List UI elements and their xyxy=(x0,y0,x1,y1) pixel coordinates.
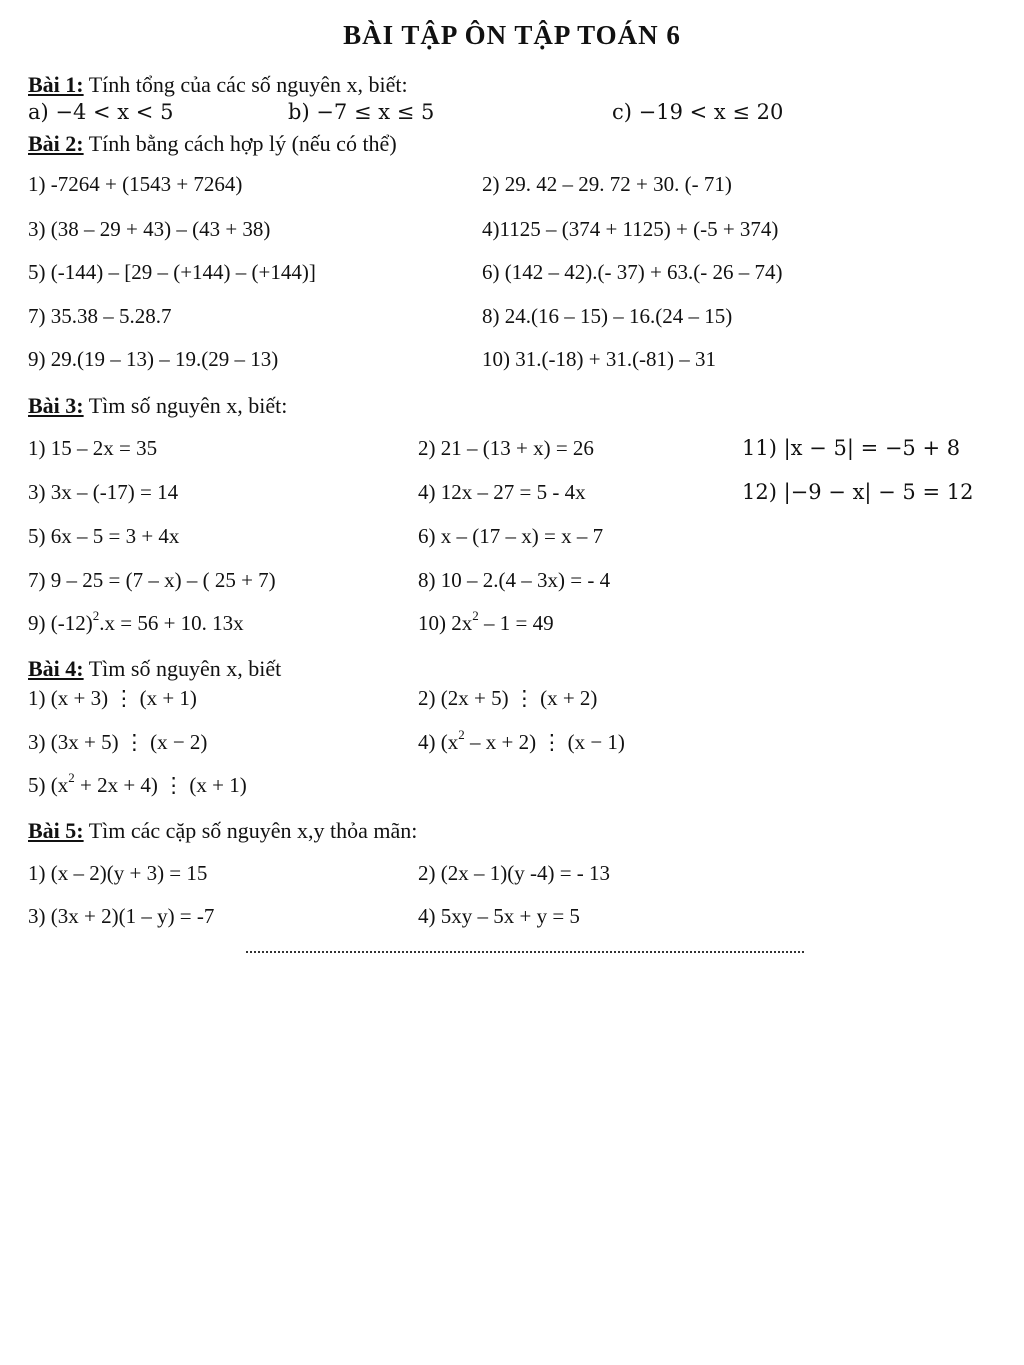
exercise-item: 7) 9 – 25 = (7 – x) – ( 25 + 7) xyxy=(28,568,276,592)
page-title: BÀI TẬP ÔN TẬP TOÁN 6 xyxy=(343,20,681,50)
exercise-item: 2) 21 – (13 + x) = 26 xyxy=(418,436,594,460)
exercise-item: 1) -7264 + (1543 + 7264) xyxy=(28,172,243,196)
item-text: 4) (x xyxy=(418,730,459,754)
exercise-item xyxy=(418,608,554,636)
exercise-item xyxy=(28,608,244,636)
exercise-item: 6) (142 – 42).(- 37) + 63.(- 26 – 74) xyxy=(482,260,783,284)
item-text: + 2x + 4) ⋮ (x + 1) xyxy=(74,773,247,797)
exercise-item: 3) (3x + 2)(1 – y) = -7 xyxy=(28,904,215,928)
section-instruction: Tìm các cặp số nguyên x,y thỏa mãn: xyxy=(83,818,418,843)
exercise-item: 5) 6x – 5 = 3 + 4x xyxy=(28,524,180,548)
exercise-item: 5) (-144) – [29 – (+144) – (+144)] xyxy=(28,260,316,284)
exercise-item: 3) 3x – (-17) = 14 xyxy=(28,480,179,504)
section-heading-bai5 xyxy=(28,818,417,844)
exercise-item: 11) |x − 5| = −5 + 8 xyxy=(742,436,961,460)
exercise-item: 2) (2x – 1)(y -4) = - 13 xyxy=(418,861,611,885)
exercise-item: 7) 35.38 – 5.28.7 xyxy=(28,304,172,328)
exercise-item: 1) 15 – 2x = 35 xyxy=(28,436,158,460)
exercise-item: 8) 10 – 2.(4 – 3x) = - 4 xyxy=(418,568,611,592)
exercise-item: 4)1125 – (374 + 1125) + (-5 + 374) xyxy=(482,217,779,241)
exercise-item: 8) 24.(16 – 15) – 16.(24 – 15) xyxy=(482,304,733,328)
section-heading-bai1 xyxy=(28,72,408,98)
exercise-item: 12) |−9 − x| − 5 = 12 xyxy=(742,480,974,504)
item-text: .x = 56 + 10. 13x xyxy=(99,611,244,635)
exercise-item: 6) x – (17 – x) = x – 7 xyxy=(418,524,604,548)
exercise-item: 4) 12x – 27 = 5 - 4x xyxy=(418,480,586,504)
exercise-item: 9) 29.(19 – 13) – 19.(29 – 13) xyxy=(28,347,279,371)
item-text: 10) 2x xyxy=(418,611,473,635)
item-text: 5) (x xyxy=(28,773,69,797)
exercise-item: c) −19 < x ≤ 20 xyxy=(612,100,784,124)
exercise-item: 1) (x – 2)(y + 3) = 15 xyxy=(28,861,208,885)
exercise-item: 10) 31.(-18) + 31.(-81) – 31 xyxy=(482,347,717,371)
section-heading-bai2 xyxy=(28,131,397,157)
exercise-item xyxy=(28,770,247,798)
exponent: 2 xyxy=(472,608,479,623)
section-label: Bài 5: xyxy=(28,818,84,843)
section-label: Bài 4: xyxy=(28,656,84,681)
section-label: Bài 2: xyxy=(28,131,84,156)
section-label: Bài 3: xyxy=(28,393,84,418)
section-label: Bài 1: xyxy=(28,72,84,97)
exercise-item: 3) (3x + 5) ⋮ (x − 2) xyxy=(28,730,208,754)
item-text: – x + 2) ⋮ (x − 1) xyxy=(464,730,625,754)
section-instruction: Tính tổng của các số nguyên x, biết: xyxy=(83,72,408,97)
item-text: 9) (-12) xyxy=(28,611,93,635)
exercise-item: 1) (x + 3) ⋮ (x + 1) xyxy=(28,686,197,710)
exponent: 2 xyxy=(92,608,100,623)
exercise-item: 4) 5xy – 5x + y = 5 xyxy=(418,904,580,928)
section-heading-bai4 xyxy=(28,656,281,682)
section-instruction: Tìm số nguyên x, biết: xyxy=(83,393,288,418)
exercise-item: b) −7 ≤ x ≤ 5 xyxy=(288,100,435,124)
exponent: 2 xyxy=(68,770,75,785)
exercise-item xyxy=(418,727,625,755)
exercise-item: 2) (2x + 5) ⋮ (x + 2) xyxy=(418,686,598,710)
section-instruction: Tính bằng cách hợp lý (nếu có thể) xyxy=(83,131,397,156)
exponent: 2 xyxy=(458,727,465,742)
section-heading-bai3 xyxy=(28,393,287,419)
item-text: – 1 = 49 xyxy=(478,611,554,635)
section-instruction: Tìm số nguyên x, biết xyxy=(83,656,282,681)
exercise-item: 2) 29. 42 – 29. 72 + 30. (- 71) xyxy=(482,172,732,196)
dotted-divider xyxy=(246,951,804,953)
exercise-item: a) −4 < x < 5 xyxy=(28,100,174,124)
exercise-item: 3) (38 – 29 + 43) – (43 + 38) xyxy=(28,217,271,241)
